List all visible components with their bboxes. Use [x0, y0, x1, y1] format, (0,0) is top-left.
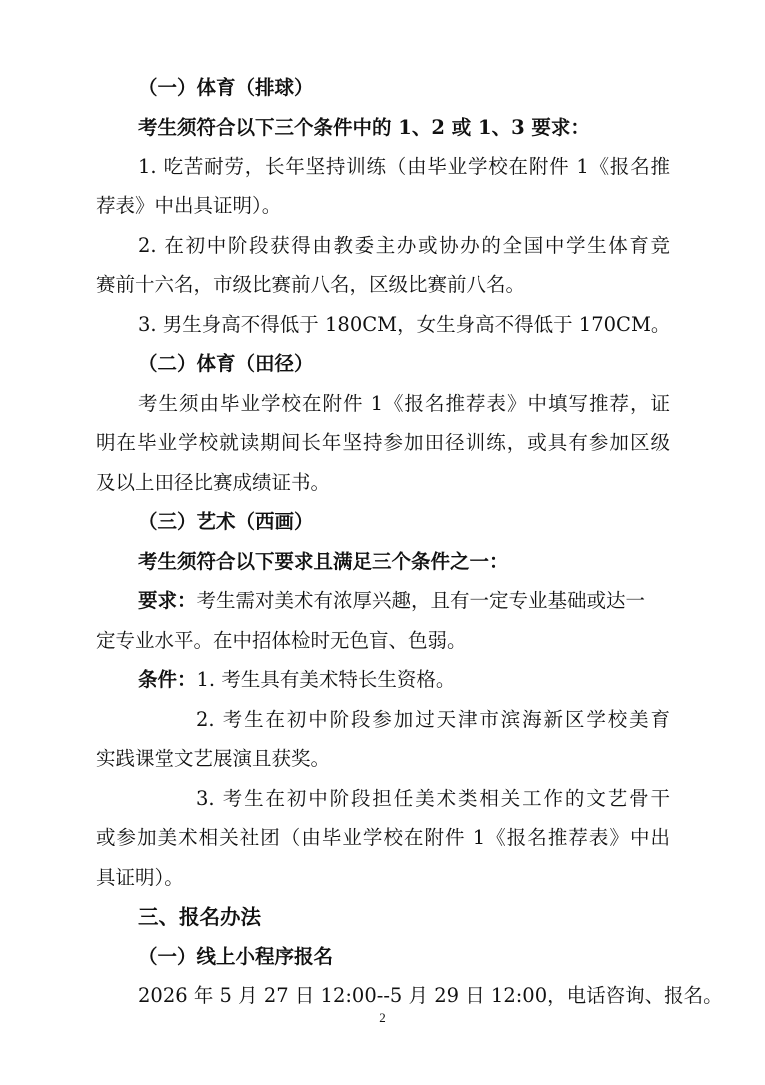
art-requirement-text: 考生需对美术有浓厚兴趣，且有一定专业基础或达一 — [196, 589, 646, 612]
art-condition-label: 条件： — [138, 668, 197, 691]
volleyball-item-2-cont: 赛前十六名，市级比赛前八名，区级比赛前八名。 — [96, 273, 526, 296]
section-heading-volleyball: （一）体育（排球） — [138, 76, 314, 99]
art-requirement-line — [138, 588, 670, 614]
section-heading-online: （一）线上小程序报名 — [138, 945, 334, 968]
art-condition-3-end: 具证明）。 — [96, 866, 184, 889]
art-requirement: 考生须符合以下要求且满足三个条件之一： — [138, 550, 509, 573]
art-condition-1: 1. 考生具有美术特长生资格。 — [196, 668, 456, 691]
track-text-2: 明在毕业学校就读期间长年坚持参加田径训练，或具有参加区级 — [96, 431, 670, 454]
art-condition-line-1 — [138, 667, 455, 693]
volleyball-item-3: 3. 男生身高不得低于 180CM，女生身高不得低于 170CM。 — [138, 313, 671, 336]
art-condition-3-cont: 或参加美术相关社团（由毕业学校在附件 1《报名推荐表》中出 — [96, 826, 670, 849]
volleyball-requirement: 考生须符合以下三个条件中的 1、2 或 1、3 要求： — [138, 116, 590, 139]
section-heading-registration: 三、报名办法 — [138, 905, 261, 929]
section-heading-track: （二）体育（田径） — [138, 352, 314, 375]
art-condition-3: 3. 考生在初中阶段担任美术类相关工作的文艺骨干 — [196, 787, 670, 810]
volleyball-item-1: 1. 吃苦耐劳，长年坚持训练（由毕业学校在附件 1《报名推 — [138, 155, 670, 178]
page-number: 2 — [379, 1010, 386, 1025]
track-text-1: 考生须由毕业学校在附件 1《报名推荐表》中填写推荐，证 — [138, 392, 670, 415]
art-condition-2-cont: 实践课堂文艺展演且获奖。 — [96, 747, 331, 770]
art-condition-2: 2. 考生在初中阶段参加过天津市滨海新区学校美育 — [196, 708, 670, 731]
art-requirement-cont: 定专业水平。在中招体检时无色盲、色弱。 — [96, 629, 467, 652]
volleyball-item-2: 2. 在初中阶段获得由教委主办或协办的全国中学生体育竞 — [138, 234, 670, 257]
track-text-3: 及以上田径比赛成绩证书。 — [96, 471, 331, 494]
volleyball-item-1-cont: 荐表》中出具证明）。 — [96, 194, 282, 217]
section-heading-art: （三）艺术（西画） — [138, 510, 314, 533]
art-requirement-label: 要求： — [138, 589, 197, 612]
online-registration-text: 2026 年 5 月 27 日 12:00--5 月 29 日 12:00，电话咨询、报名。 — [138, 984, 723, 1007]
